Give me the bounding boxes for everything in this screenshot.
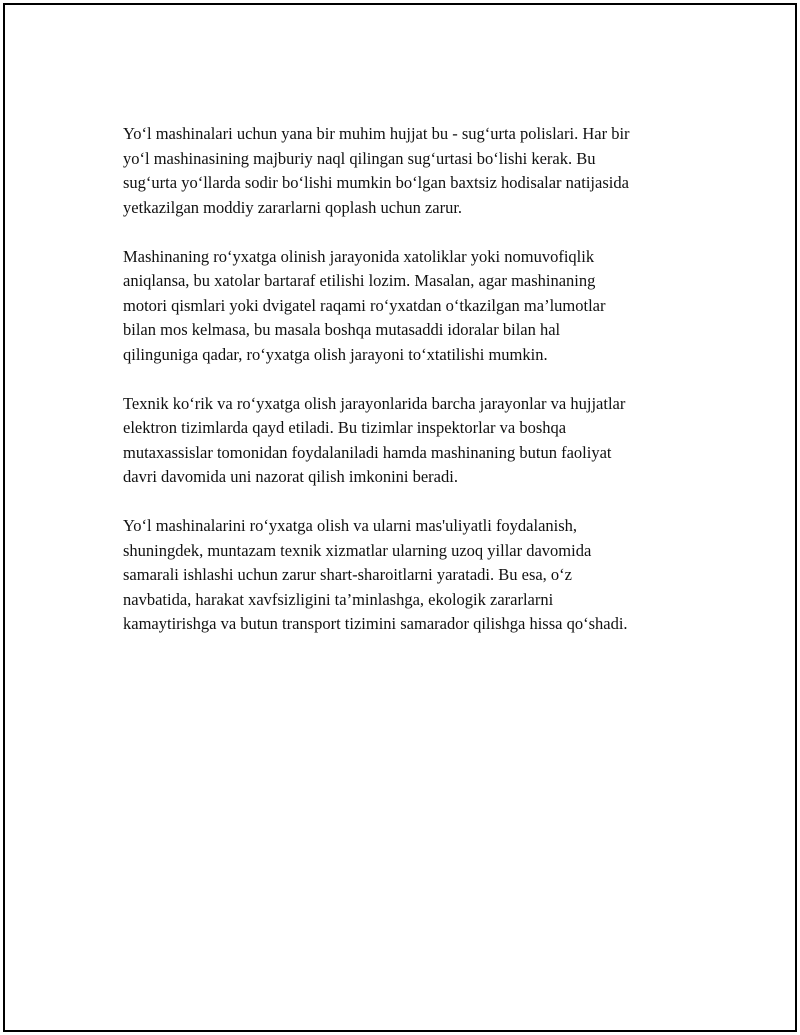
document-body [123,122,703,661]
paragraph-electronic-systems: Texnik ko‘rik va ro‘yxatga olish jarayonlarida barcha jarayonlar va hujjatlar elektron tizimlarda qayd etiladi. Bu tizimlar inspektorlar va boshqa mutaxassislar tomonidan foydalaniladi hamda mashinaning butun faoliyat davri davomida uni nazorat qilish imkonini beradi. [123,393,626,486]
page-frame [3,3,797,1032]
paragraph-insurance: Yo‘l mashinalari uchun yana bir muhim hujjat bu - sug‘urta polislari. Har bir yo‘l mashinasining majburiy naql qilingan sug‘urtasi bo‘lishi kerak. Bu sug‘urta yo‘llarda sodir bo‘lishi mumkin bo‘lgan baxtsiz hodisalar natijasida yetkazilgan moddiy zararlarni qoplash uchun zarur. [123,124,630,217]
paragraph-registration-errors: Mashinaning ro‘yxatga olinish jarayonida xatoliklar yoki nomuvofiqlik aniqlansa, bu xatolar bartaraf etilishi lozim. Masalan, agar mashinaning motori qismlari yoki dvigatel raqami ro‘yxatdan o‘tkazilgan ma’lumotlar bilan mos kelmasa, bu masala boshqa mutasaddi idoralar bilan hal qilinguniga qadar, ro‘yxatga olish jarayoni to‘xtatilishi mumkin. [123,246,606,364]
paragraph-conclusion: Yo‘l mashinalarini ro‘yxatga olish va ularni mas'uliyatli foydalanish, shuningdek, muntazam texnik xizmatlar ularning uzoq yillar davomida samarali ishlashi uchun zarur shart-sharoitlarni yaratadi. Bu esa, o‘z navbatida, harakat xavfsizligini ta’minlashga, ekologik zararlarni kamaytirishga va butun transport tizimini samarador qilishga hissa qo‘shadi. [123,516,628,633]
